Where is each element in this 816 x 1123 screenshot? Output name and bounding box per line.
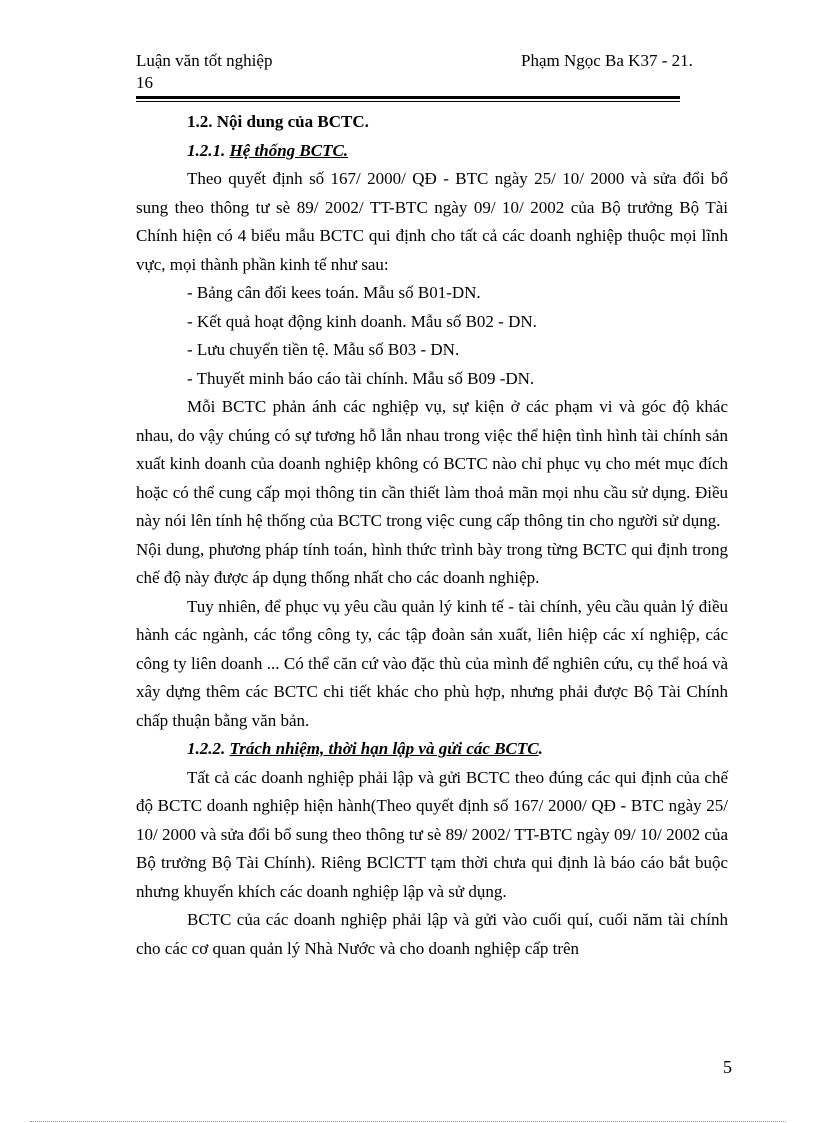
subsection-title-1: Hệ thống BCTC. [229, 140, 349, 160]
thesis-label: Luận văn tốt nghiệp [136, 51, 273, 70]
list-item-2: - Kết quả hoạt động kinh doanh. Mẫu số B02 - DN. [187, 311, 537, 331]
list-item-4: - Thuyết minh báo cáo tài chính. Mẫu số B09 -DN. [187, 368, 535, 388]
paragraph-3: Nội dung, phương pháp tính toán, hình thức trình bày trong từng BCTC qui định trong chế độ này được áp dụng thống nhất cho các doanh nghiệp. [136, 539, 728, 587]
subsection-heading-1 [136, 137, 728, 166]
subsection-title-2-end: . [538, 739, 543, 758]
page-edge-dotted-line [30, 1121, 786, 1122]
subsection-title-2: Trách nhiệm, thời hạn lập và gửi các BCTC [229, 739, 539, 758]
section-heading: 1.2. Nội dung của BCTC. [187, 112, 369, 131]
paragraph-2: Mỗi BCTC phản ánh các nghiệp vụ, sự kiện ở các phạm vi và góc độ khác nhau, do vậy chúng có sự tương hỗ lẫn nhau trong việc thể hiện tình hình tài chính sản xuất kinh doanh của doanh nghiệp không có BCTC nào chỉ phục vụ cho mét mục đích hoặc có thể cung cấp mọi thông tin cần thiết làm thoả mãn mọi nhu cầu sử dụng. Điều này nói lên tính hệ thống của BCTC trong việc cung cấp thông tin cho người sử dụng. [136, 397, 728, 530]
subsection-number-1: 1.2.1. [187, 140, 226, 160]
paragraph-4: Tuy nhiên, để phục vụ yêu cầu quản lý kinh tế - tài chính, yêu cầu quản lý điều hành các ngành, các tổng công ty, các tập đoàn sản xuất, liên hiệp các xí nghiệp, các công ty liên doanh ... Có thể căn cứ vào đặc thù của mình để nghiên cứu, cụ thể hoá và xây dựng thêm các BCTC chi tiết khác cho phù hợp, nhưng phải được Bộ Tài Chính chấp thuận bằng văn bản. [136, 596, 728, 730]
running-header-author: Phạm Ngọc Ba K37 - 21. [521, 51, 693, 70]
body-text [136, 108, 728, 963]
subsection-number-2: 1.2.2. [187, 739, 226, 758]
list-item-1: - Bảng cân đối kees toán. Mẫu số B01-DN. [187, 283, 481, 302]
list-item-3: - Lưu chuyển tiền tệ. Mẫu số B03 - DN. [187, 340, 460, 359]
paragraph-6: BCTC của các doanh nghiệp phải lập và gửi vào cuối quí, cuối năm tài chính cho các cơ quan quản lý Nhà Nước và cho doanh nghiệp cấp trên [136, 910, 728, 958]
header-rule-thick [136, 96, 680, 99]
running-header-left [136, 50, 272, 94]
subsection-heading-2 [136, 735, 728, 764]
paragraph-5: Tất cả các doanh nghiệp phải lập và gửi BCTC theo đúng các qui định của chế độ BCTC doanh nghiệp hiện hành(Theo quyết định số 167/ 2000/ QĐ - BTC ngày 25/ 10/ 2000 và sửa đổi bổ sung theo thông tư sè 89/ 2002/ TT-BTC ngày 09/ 10/ 2002 của Bộ trưởng Bộ Tài Chính). Riêng BClCTT tạm thời chưa qui định là báo cáo bắt buộc nhưng khuyến khích các doanh nghiệp lập và sử dụng. [136, 767, 728, 901]
header-rule-thin [136, 101, 680, 102]
page-number: 5 [723, 1057, 732, 1077]
header-page-ref: 16 [136, 73, 153, 92]
paragraph-1: Theo quyết định số 167/ 2000/ QĐ - BTC ngày 25/ 10/ 2000 và sửa đổi bổ sung theo thông tư sè 89/ 2002/ TT-BTC ngày 09/ 10/ 2002 của Bộ trưởng Bộ Tài Chính hiện có 4 biểu mẫu BCTC qui định cho tất cả các doanh nghiệp thuộc mọi lĩnh vực, mọi thành phần kinh tế như sau: [136, 169, 728, 274]
